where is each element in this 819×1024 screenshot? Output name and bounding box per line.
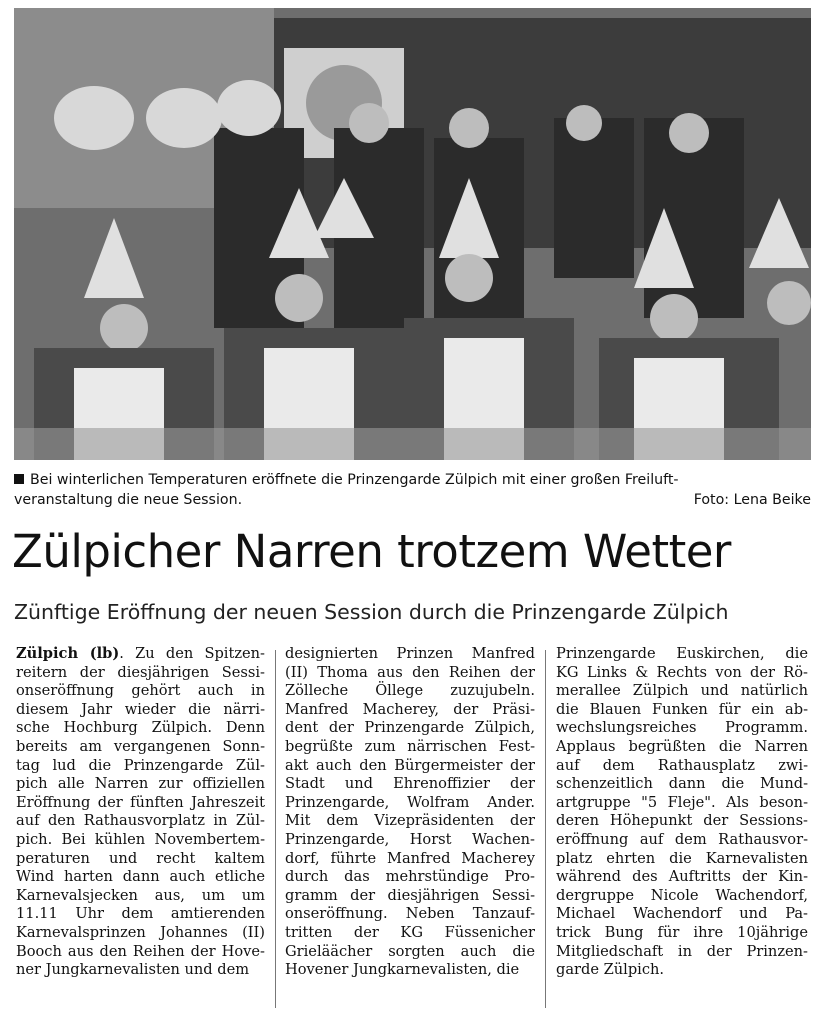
article-line: die Blauen Funken für ein ab- — [556, 700, 808, 718]
article-line: Eröffnung der fünften Jahreszeit — [16, 793, 265, 811]
article-line: platz ehrten die Karnevalisten — [556, 849, 808, 867]
article-line: gramm der diesjährigen Sessi- — [285, 886, 535, 904]
article-line: diesem Jahr wieder die närri- — [16, 700, 265, 718]
article-line: Manfred Macherey, der Präsi- — [285, 700, 535, 718]
article-line: KG Links & Rechts von der Rö- — [556, 663, 808, 681]
article-line: durch das mehrstündige Pro- — [285, 868, 535, 886]
article-line: garde Zülpich. — [556, 961, 665, 979]
article-line: merallee Zülpich und natürlich — [556, 682, 808, 700]
article-line: akt auch den Bürgermeister der — [285, 756, 535, 774]
article-line: sche Hochburg Zülpich. Denn — [16, 719, 265, 737]
article-line: artgruppe "5 Fleje". Als beson- — [556, 793, 808, 811]
article-line: reitern der diesjährigen Sessi- — [16, 663, 265, 681]
article-line: Prinzengarde, Horst Wachen- — [285, 830, 535, 848]
article-line: auf den Rathausvorplatz in Zül- — [16, 812, 265, 830]
article-line: ner Jungkarnevalisten und dem — [16, 961, 250, 979]
article-line: eröffnung auf dem Rathausvor- — [556, 830, 808, 848]
article-line: Booch aus den Reihen der Hove- — [16, 942, 265, 960]
article-line: Mit dem Vizepräsidenten der — [285, 812, 535, 830]
article-line-text: . Zu den Spitzen- — [119, 645, 265, 662]
article-line: Karnevalsjecken aus, um um — [16, 886, 265, 904]
article-line: Michael Wachendorf und Pa- — [556, 905, 808, 923]
article-headline: Zülpicher Narren trotzem Wetter — [12, 525, 731, 578]
news-photo — [14, 8, 811, 460]
article-line: Hovener Jungkarnevalisten, die — [285, 961, 520, 979]
article-line: begrüßte zum närrischen Fest- — [285, 737, 535, 755]
photo-illustration — [14, 8, 811, 460]
article-line: Zölleche Öllege zuzujubeln. — [285, 682, 535, 700]
caption-text-1: Bei winterlichen Temperaturen eröffnete die Prinzengarde Zülpich mit einer großen Freiluft- — [30, 472, 679, 488]
article-line: peraturen und recht kaltem — [16, 849, 265, 867]
article-line: onseröffnung gehört auch in — [16, 682, 265, 700]
article-line: tag lud die Prinzengarde Zül- — [16, 756, 265, 774]
article-line: bereits am vergangenen Sonn- — [16, 737, 265, 755]
article-line: Karnevalsprinzen Johannes (II) — [16, 923, 265, 941]
article-line: Applaus begrüßten die Narren — [556, 737, 808, 755]
caption-text-2: veranstaltung die neue Session. — [14, 492, 243, 508]
article-line — [16, 645, 265, 664]
article-line: deren Höhepunkt der Sessions- — [556, 812, 808, 830]
article-line: (II) Thoma aus den Reihen der — [285, 663, 535, 681]
article-line: schenzeitlich dann die Mund- — [556, 775, 808, 793]
article-line: während des Auftritts der Kin- — [556, 868, 808, 886]
article-line: pich alle Narren zur offiziellen — [16, 775, 265, 793]
article-line: tritten der KG Füssenicher — [285, 923, 535, 941]
article-line: Grieläächer sorgten auch die — [285, 942, 535, 960]
article-subheadline: Zünftige Eröffnung der neuen Session durch die Prinzengarde Zülpich — [14, 600, 729, 624]
article-line: dent der Prinzengarde Zülpich, — [285, 719, 535, 737]
article-line: 11.11 Uhr dem amtierenden — [16, 905, 265, 923]
article-line: Prinzengarde, Wolfram Ander. — [285, 793, 535, 811]
article-column-1 — [16, 645, 265, 980]
article-column-2 — [285, 645, 535, 980]
article-line: onseröffnung. Neben Tanzauf- — [285, 905, 535, 923]
photo-credit: Foto: Lena Beike — [693, 492, 811, 508]
article-line: dergruppe Nicole Wachendorf, — [556, 886, 808, 904]
article-line: Stadt und Ehrenoffizier der — [285, 775, 535, 793]
article-line: pich. Bei kühlen Novembertem- — [16, 830, 265, 848]
article-line: designierten Prinzen Manfred — [285, 645, 535, 662]
column-divider — [545, 650, 546, 1008]
article-line: dorf, führte Manfred Macherey — [285, 849, 535, 867]
article-line: wechslungsreiches Programm. — [556, 719, 808, 737]
article-line: trick Bung für ihre 10jährige — [556, 923, 808, 941]
article-line: Mitgliedschaft in der Prinzen- — [556, 942, 808, 960]
caption-line-1 — [14, 470, 811, 490]
photo-caption — [14, 470, 811, 510]
column-divider — [275, 650, 276, 1008]
article-line: Prinzengarde Euskirchen, die — [556, 645, 808, 662]
caption-line-2 — [14, 490, 811, 510]
article-line: auf dem Rathausplatz zwi- — [556, 756, 808, 774]
article-dateline: Zülpich (lb) — [16, 645, 120, 662]
article-column-3 — [556, 645, 808, 980]
article-line: Wind harten dann auch etliche — [16, 868, 265, 886]
caption-bullet-icon — [14, 474, 24, 484]
